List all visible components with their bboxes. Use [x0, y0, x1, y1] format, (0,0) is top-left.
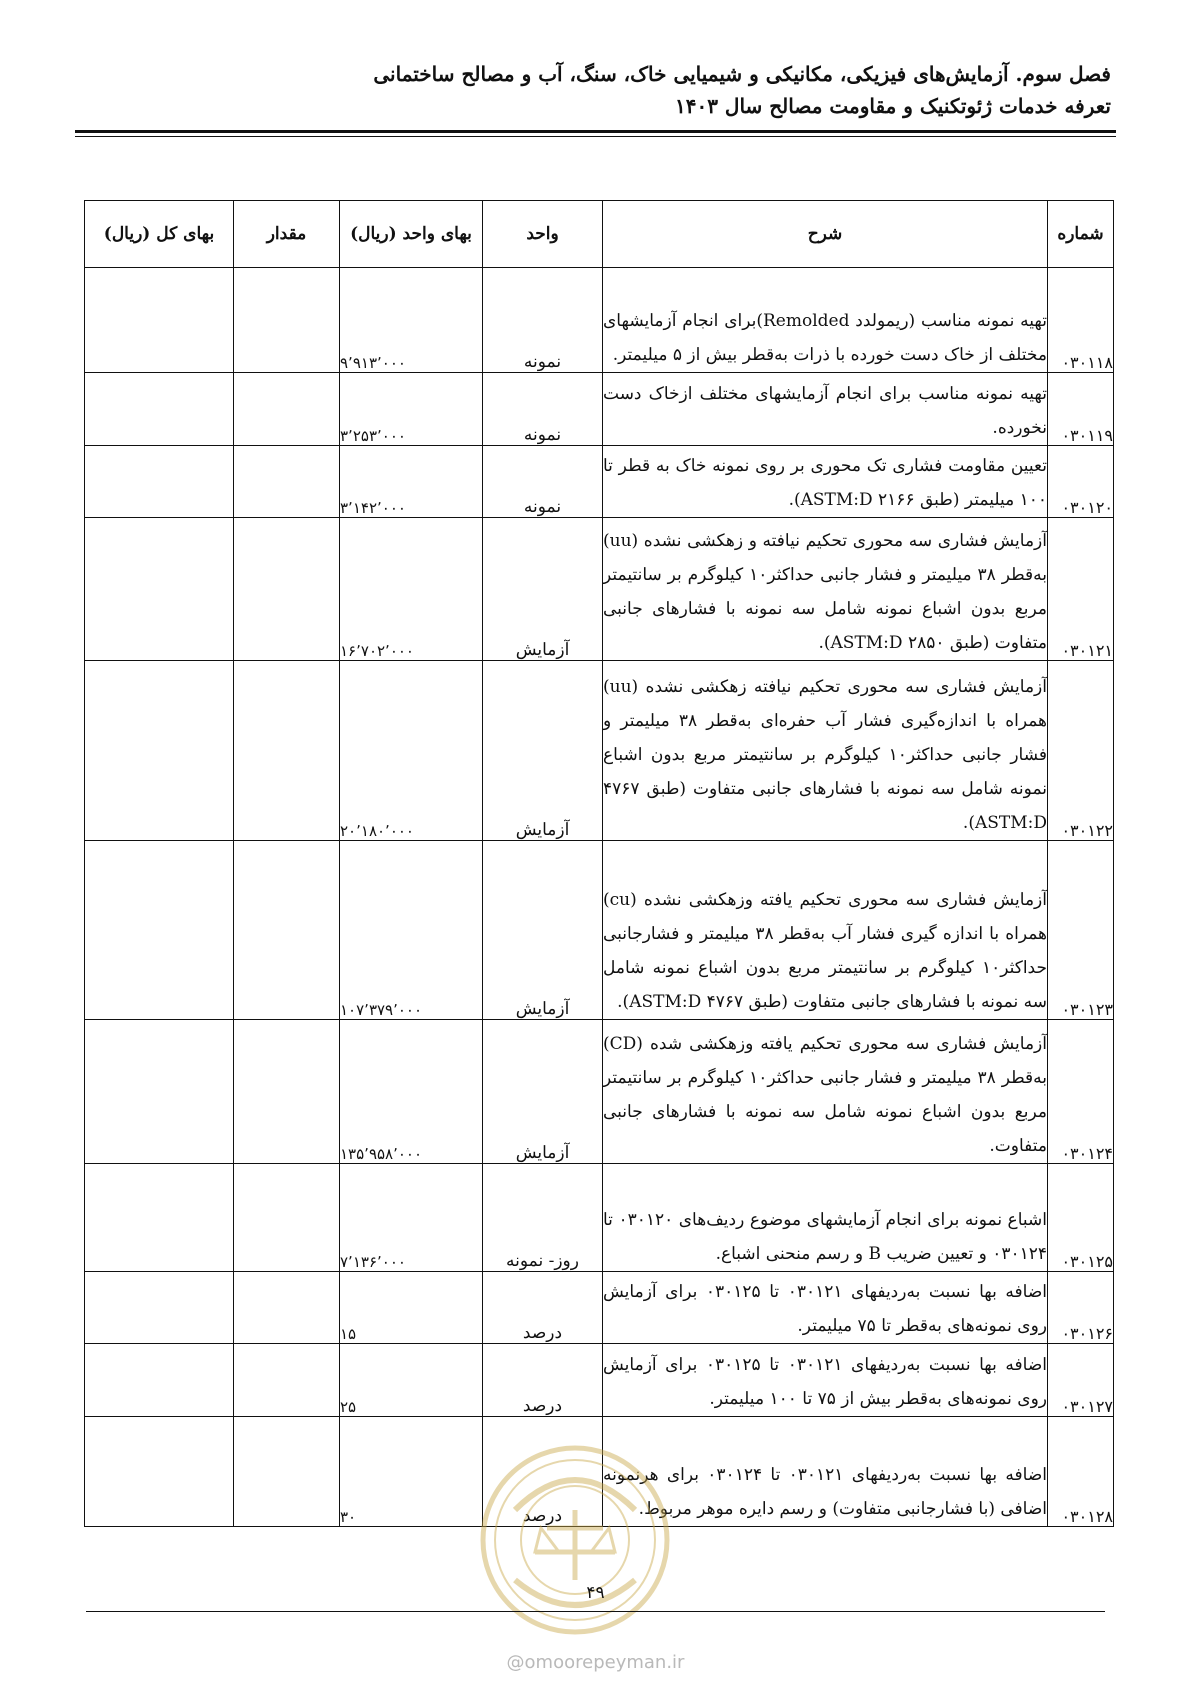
row-unit: درصد	[483, 1272, 603, 1344]
row-unit: روز- نمونه	[483, 1164, 603, 1272]
table-row	[85, 268, 1114, 373]
row-description: اضافه بها نسبت به‌ردیفهای ۰۳۰۱۲۱ تا ۰۳۰۱۲۵ برای آزمایش روی نمونه‌های به‌قطر تا ۷۵ میلیمتر.	[603, 1272, 1048, 1344]
row-quantity	[234, 373, 340, 446]
row-description: اشباع نمونه برای انجام آزمایشهای موضوع ردیف‌های ۰۳۰۱۲۰ تا ۰۳۰۱۲۴ و تعیین ضریب B و رسم منحنی اشباع.	[603, 1164, 1048, 1272]
row-number: ۰۳۰۱۲۵	[1048, 1164, 1114, 1272]
header-unit: واحد	[483, 201, 603, 268]
header-rule-thick	[75, 130, 1116, 133]
row-quantity	[234, 841, 340, 1020]
row-number: ۰۳۰۱۲۰	[1048, 446, 1114, 518]
row-unit-price: ۱۶٬۷۰۲٬۰۰۰	[340, 518, 483, 661]
header-number: شماره	[1048, 201, 1114, 268]
row-description: تهیه نمونه مناسب برای انجام آزمایشهای مختلف ازخاک دست نخورده.	[603, 373, 1048, 446]
page-header	[80, 58, 1111, 122]
row-total	[85, 661, 234, 841]
row-total	[85, 1272, 234, 1344]
table-row	[85, 1164, 1114, 1272]
row-unit: درصد	[483, 1417, 603, 1527]
row-unit-price: ۳۰	[340, 1417, 483, 1527]
row-total	[85, 373, 234, 446]
row-number: ۰۳۰۱۱۸	[1048, 268, 1114, 373]
row-unit-price: ۳٬۱۴۲٬۰۰۰	[340, 446, 483, 518]
row-number: ۰۳۰۱۲۱	[1048, 518, 1114, 661]
header-description: شرح	[603, 201, 1048, 268]
tariff-table	[84, 200, 1114, 1527]
row-unit-price: ۱۳۵٬۹۵۸٬۰۰۰	[340, 1020, 483, 1164]
row-total	[85, 268, 234, 373]
row-description: آزمایش فشاری سه محوری تحکیم یافته وزهکشی شده (CD) به‌قطر ۳۸ میلیمتر و فشار جانبی حداکثر۱۰ کیلوگرم بر سانتیمتر مربع بدون اشباع نمونه شامل سه نمونه با فشارهای جانبی متفاوت.	[603, 1020, 1048, 1164]
row-unit: آزمایش	[483, 1020, 603, 1164]
row-unit-price: ۲۰٬۱۸۰٬۰۰۰	[340, 661, 483, 841]
row-number: ۰۳۰۱۱۹	[1048, 373, 1114, 446]
table-row	[85, 1272, 1114, 1344]
header-unit-price: بهای واحد (ریال)	[340, 201, 483, 268]
table-row	[85, 841, 1114, 1020]
row-unit: نمونه	[483, 446, 603, 518]
row-number: ۰۳۰۱۲۸	[1048, 1417, 1114, 1527]
row-description: تعیین مقاومت فشاری تک محوری بر روی نمونه خاک به قطر تا ۱۰۰ میلیمتر (طبق ۲۱۶۶ ASTM:D).	[603, 446, 1048, 518]
table-row	[85, 1020, 1114, 1164]
row-number: ۰۳۰۱۲۷	[1048, 1344, 1114, 1417]
row-number: ۰۳۰۱۲۳	[1048, 841, 1114, 1020]
row-quantity	[234, 661, 340, 841]
row-unit: آزمایش	[483, 841, 603, 1020]
tariff-title: تعرفه خدمات ژئوتکنیک و مقاومت مصالح سال ۱۴۰۳	[674, 94, 1111, 118]
row-total	[85, 446, 234, 518]
page-number: ۴۹	[586, 1583, 605, 1603]
row-number: ۰۳۰۱۲۲	[1048, 661, 1114, 841]
row-unit-price: ۱۵	[340, 1272, 483, 1344]
row-description: آزمایش فشاری سه محوری تحکیم یافته وزهکشی نشده (cu) همراه با اندازه گیری فشار آب به‌قطر ۳۸ میلیمتر و فشارجانبی حداکثر۱۰ کیلوگرم بر سانتیمتر مربع بدون اشباع نمونه شامل سه نمونه با فشارهای جانبی متفاوت (طبق ۴۷۶۷ ASTM:D).	[603, 841, 1048, 1020]
table-row	[85, 661, 1114, 841]
row-quantity	[234, 1164, 340, 1272]
row-unit: آزمایش	[483, 661, 603, 841]
row-quantity	[234, 518, 340, 661]
row-unit-price: ۳٬۲۵۳٬۰۰۰	[340, 373, 483, 446]
row-unit-price: ۱۰۷٬۳۷۹٬۰۰۰	[340, 841, 483, 1020]
watermark-text: @omoorepeyman.ir	[506, 1652, 685, 1673]
header-quantity: مقدار	[234, 201, 340, 268]
row-unit-price: ۷٬۱۳۶٬۰۰۰	[340, 1164, 483, 1272]
row-quantity	[234, 1417, 340, 1527]
table-row	[85, 1344, 1114, 1417]
table-header-row	[85, 201, 1114, 268]
row-unit-price: ۲۵	[340, 1344, 483, 1417]
row-unit: نمونه	[483, 373, 603, 446]
row-total	[85, 1020, 234, 1164]
row-total	[85, 1164, 234, 1272]
header-total-price: بهای کل (ریال)	[85, 201, 234, 268]
row-total	[85, 518, 234, 661]
row-total	[85, 1344, 234, 1417]
row-quantity	[234, 1344, 340, 1417]
row-total	[85, 1417, 234, 1527]
row-quantity	[234, 268, 340, 373]
table-row	[85, 446, 1114, 518]
row-unit-price: ۹٬۹۱۳٬۰۰۰	[340, 268, 483, 373]
row-unit: درصد	[483, 1344, 603, 1417]
table-row	[85, 373, 1114, 446]
row-unit: نمونه	[483, 268, 603, 373]
header-rule-thin	[75, 136, 1116, 137]
row-number: ۰۳۰۱۲۶	[1048, 1272, 1114, 1344]
table-row	[85, 1417, 1114, 1527]
table-row	[85, 518, 1114, 661]
row-description: آزمایش فشاری سه محوری تحکیم نیافته زهکشی نشده (uu) همراه با اندازه‌گیری فشار آب حفره‌ای به‌قطر ۳۸ میلیمتر و فشار جانبی حداکثر۱۰ کیلوگرم بر سانتیمتر مربع بدون اشباع نمونه شامل سه نمونه با فشارهای جانبی متفاوت (طبق ۴۷۶۷ ASTM:D).	[603, 661, 1048, 841]
row-description: اضافه بها نسبت به‌ردیفهای ۰۳۰۱۲۱ تا ۰۳۰۱۲۵ برای آزمایش روی نمونه‌های به‌قطر بیش از ۷۵ تا ۱۰۰ میلیمتر.	[603, 1344, 1048, 1417]
row-description: آزمایش فشاری سه محوری تحکیم نیافته و زهکشی نشده (uu) به‌قطر ۳۸ میلیمتر و فشار جانبی حداکثر۱۰ کیلوگرم بر سانتیمتر مربع بدون اشباع نمونه شامل سه نمونه با فشارهای جانبی متفاوت (طبق ۲۸۵۰ ASTM:D).	[603, 518, 1048, 661]
row-quantity	[234, 446, 340, 518]
row-quantity	[234, 1272, 340, 1344]
row-description: تهیه نمونه مناسب (ریمولدد Remolded)برای انجام آزمایشهای مختلف از خاک دست خورده با ذرات به‌قطر بیش از ۵ میلیمتر.	[603, 268, 1048, 373]
row-unit: آزمایش	[483, 518, 603, 661]
chapter-title: فصل سوم. آزمایش‌های فیزیکی، مکانیکی و شیمیایی خاک، سنگ، آب و مصالح ساختمانی	[373, 62, 1111, 86]
footer-rule	[86, 1611, 1105, 1612]
row-total	[85, 841, 234, 1020]
row-number: ۰۳۰۱۲۴	[1048, 1020, 1114, 1164]
row-quantity	[234, 1020, 340, 1164]
row-description: اضافه بها نسبت به‌ردیفهای ۰۳۰۱۲۱ تا ۰۳۰۱۲۴ برای هرنمونه اضافی (با فشارجانبی متفاوت) و رسم دایره موهر مربوط.	[603, 1417, 1048, 1527]
